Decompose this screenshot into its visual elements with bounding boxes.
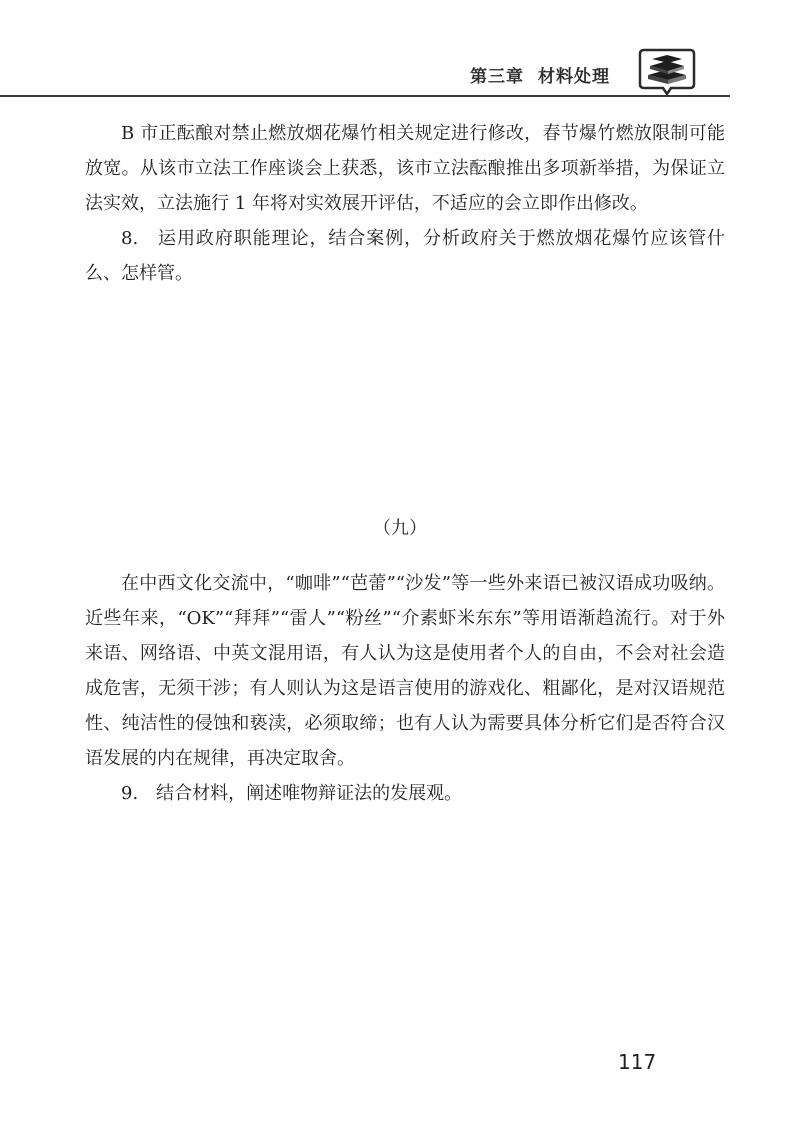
- section-top: [85, 116, 725, 291]
- question-8: 8. 运用政府职能理论，结合案例，分析政府关于燃放烟花爆竹应该管什么、怎样管。: [85, 228, 725, 284]
- header-rule: [0, 95, 730, 97]
- chapter-number: 第三章: [470, 67, 524, 87]
- book-stack-icon: [638, 48, 696, 96]
- case-paragraph: B 市正酝酿对禁止燃放烟花爆竹相关规定进行修改，春节爆竹燃放限制可能放宽。从该市立法工作座谈会上获悉，该市立法酝酿推出多项新举措，为保证立法实效，立法施行 1 年将对实效展开评估，不适应的会立即作出修改。: [85, 123, 725, 214]
- page-number: 117: [618, 1050, 657, 1074]
- section-nine: [85, 566, 725, 811]
- running-header: [470, 62, 610, 87]
- case-paragraph: 在中西文化交流中，“咖啡”“芭蕾”“沙发”等一些外来语已被汉语成功吸纳。近些年来，“OK”“拜拜”“雷人”“粉丝”“介素虾米东东”等用语渐趋流行。对于外来语、网络语、中英文混用语，有人认为这是使用者个人的自由，不会对社会造成危害，无须干涉；有人则认为这是语言使用的游戏化、粗鄙化，是对汉语规范性、纯洁性的侵蚀和亵渎，必须取缔；也有人认为需要具体分析它们是否符合汉语发展的内在规律，再决定取舍。: [85, 573, 725, 769]
- chapter-title: 材料处理: [538, 67, 610, 87]
- question-9: 9. 结合材料，阐述唯物辩证法的发展观。: [121, 783, 463, 804]
- section-heading: （九）: [373, 518, 427, 539]
